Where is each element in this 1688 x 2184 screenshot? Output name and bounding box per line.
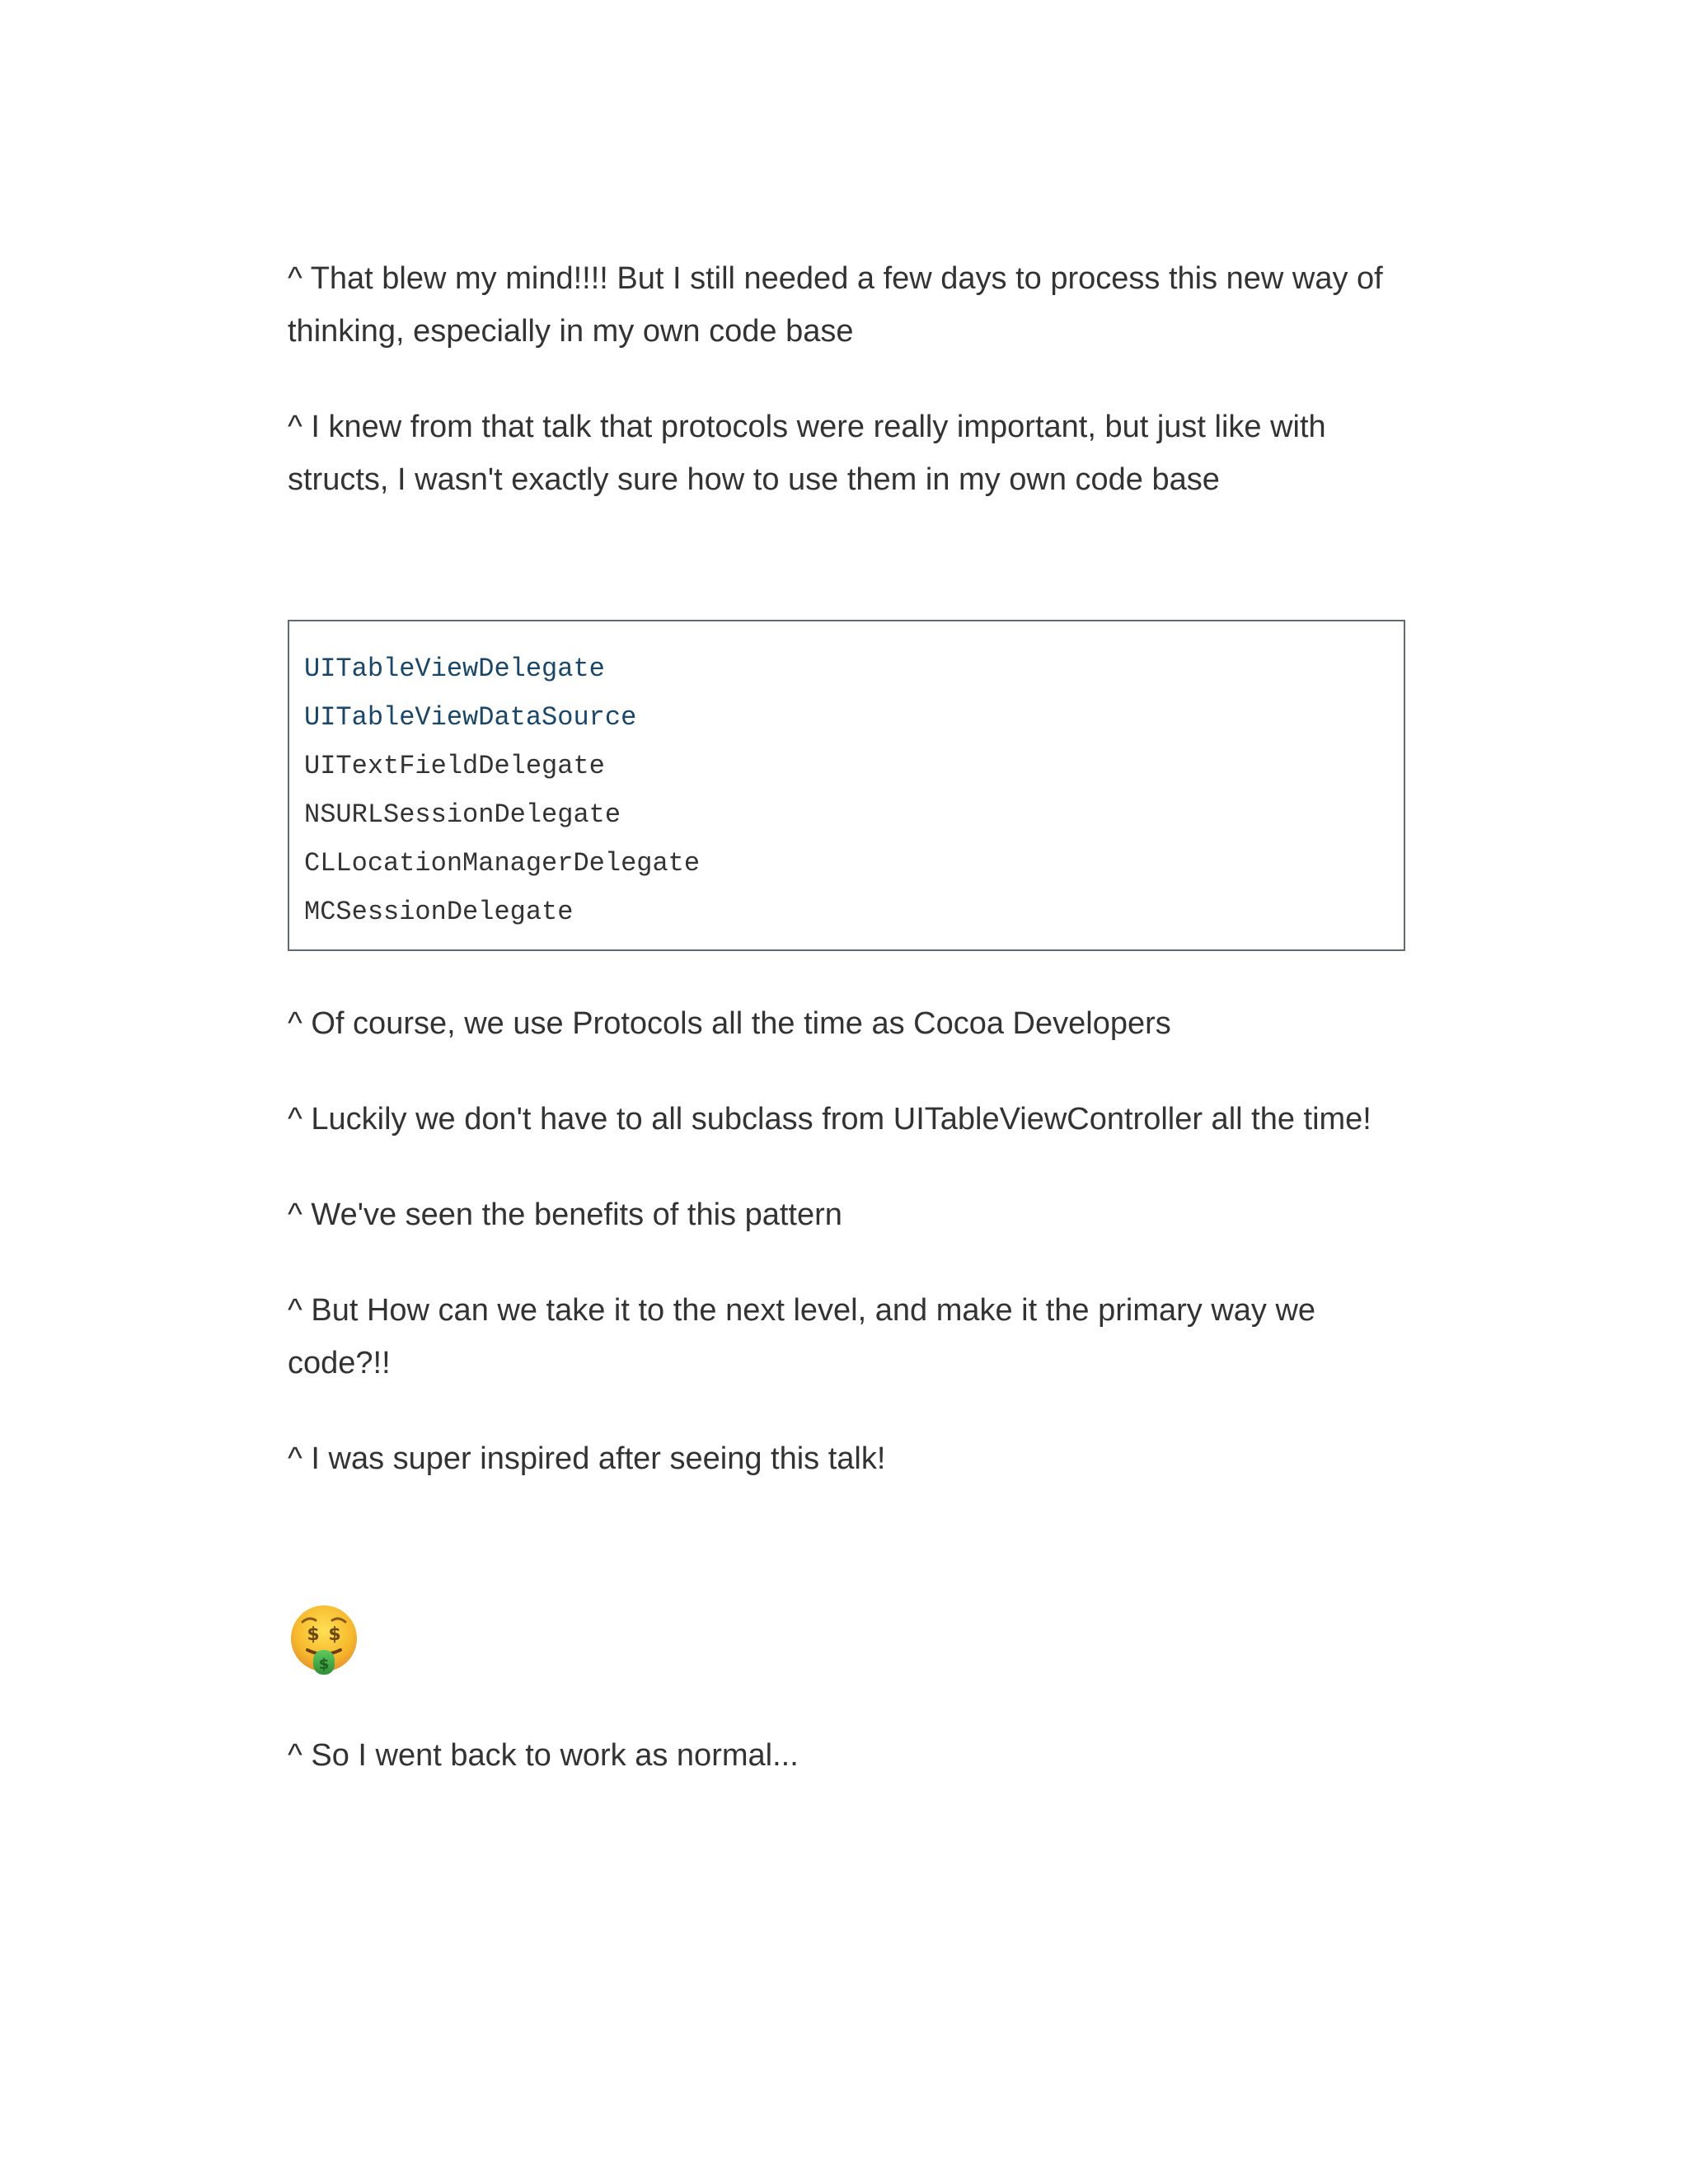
code-line: MCSessionDelegate [304,897,574,927]
svg-text:$: $ [307,1624,320,1645]
code-line: UITextFieldDelegate [304,751,605,781]
svg-text:$: $ [318,1656,330,1673]
paragraph-next-level-line-2: code?!! [288,1346,391,1380]
paragraph-benefits: ^ We've seen the benefits of this pattern [288,1197,842,1232]
paragraph-mind-blown-line-2: thinking, especially in my own code base [288,314,854,349]
paragraph-inspired: ^ I was super inspired after seeing this talk! [288,1441,886,1476]
paragraph-cocoa-protocols: ^ Of course, we use Protocols all the time as Cocoa Developers [288,1006,1171,1041]
paragraph-protocols-line-2: structs, I wasn't exactly sure how to use them in my own code base [288,462,1220,497]
paragraph-subclass: ^ Luckily we don't have to all subclass from UITableViewController all the time! [288,1102,1372,1137]
paragraph-next-level-line-1: ^ But How can we take it to the next level, and make it the primary way we [288,1293,1316,1328]
code-line: CLLocationManagerDelegate [304,848,701,879]
paragraph-back-to-work: ^ So I went back to work as normal... [288,1738,799,1773]
paragraph-protocols-line-1: ^ I knew from that talk that protocols were really important, but just like with [288,410,1326,444]
code-line: NSURLSessionDelegate [304,799,621,830]
code-block [288,620,1405,951]
money-mouth-face-icon [288,1604,360,1676]
code-line: UITableViewDataSource [304,702,637,733]
svg-text:$: $ [328,1624,341,1645]
paragraph-mind-blown-line-1: ^ That blew my mind!!!! But I still needed a few days to process this new way of [288,261,1383,296]
code-line: UITableViewDelegate [304,654,605,684]
